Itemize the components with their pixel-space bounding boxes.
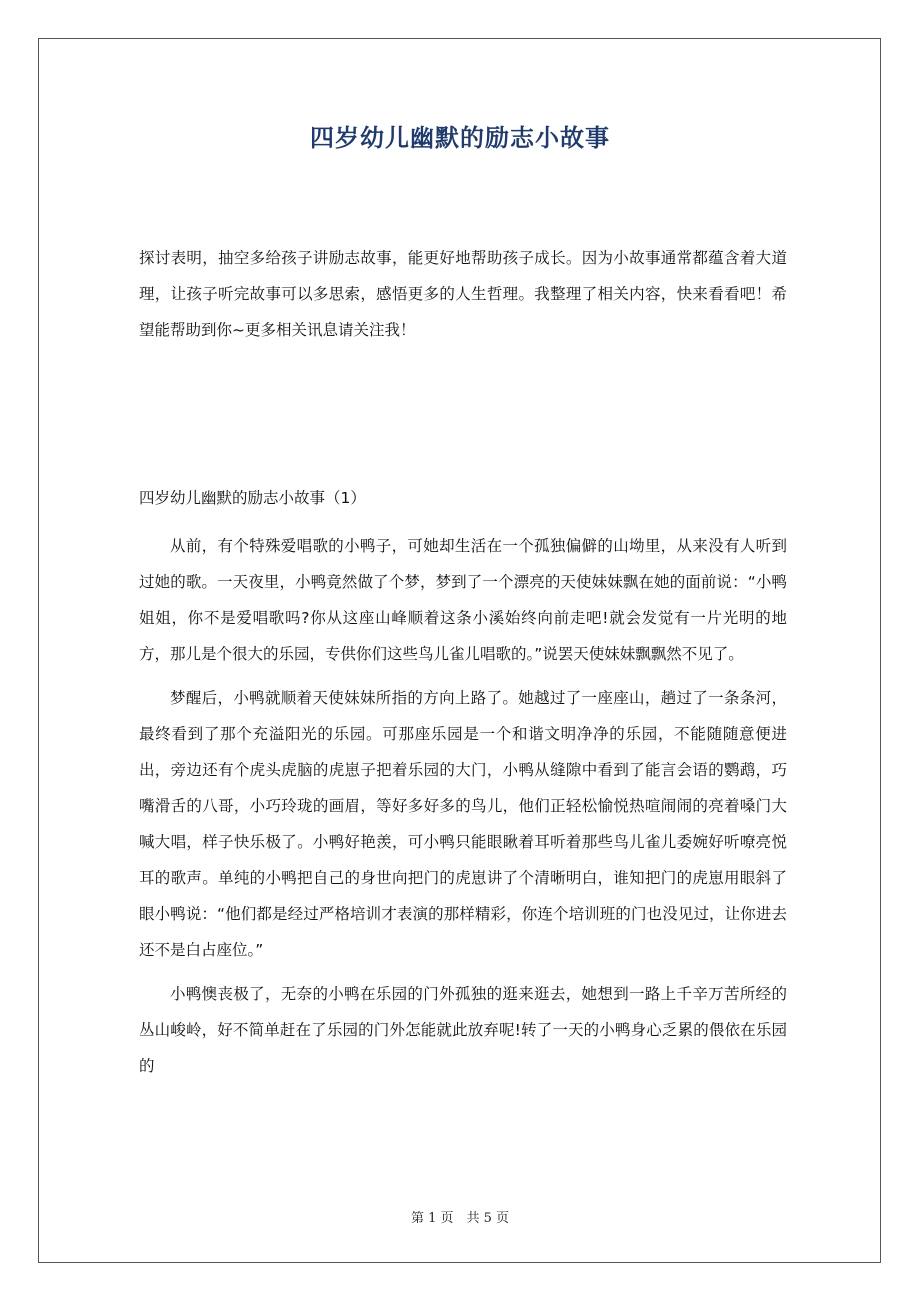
intro-paragraph: 探讨表明，抽空多给孩子讲励志故事，能更好地帮助孩子成长。因为小故事通常都蕴含着大道理，让孩子听完故事可以多思索，感悟更多的人生哲理。我整理了相关内容，快来看看吧！希望能帮助到你~更多相关讯息请关注我！ <box>139 249 787 339</box>
story-body <box>139 528 787 1092</box>
story-paragraph: 从前，有个特殊爱唱歌的小鸭子，可她却生活在一个孤独偏僻的山坳里，从来没有人听到过她的歌。一天夜里，小鸭竟然做了个梦，梦到了一个漂亮的天使妹妹飘在她的面前说：“小鸭姐姐，你不是爱唱歌吗?你从这座山峰顺着这条小溪始终向前走吧!就会发觉有一片光明的地方，那儿是个很大的乐园，专供你们这些鸟儿雀儿唱歌的。”说罢天使妹妹飘飘然不见了。 <box>139 537 787 663</box>
document-title: 四岁幼儿幽默的励志小故事 <box>310 124 610 152</box>
page-footer: 第 1 页 共 5 页 <box>410 1211 510 1226</box>
story-paragraph: 梦醒后，小鸭就顺着天使妹妹所指的方向上路了。她越过了一座座山，趟过了一条条河，最终看到了那个充溢阳光的乐园。可那座乐园是一个和谐文明净净的乐园，不能随随意便进出，旁边还有个虎头虎脑的虎崽子把着乐园的大门，小鸭从缝隙中看到了能言会语的鹦鹉，巧嘴滑舌的八哥，小巧玲珑的画眉，等好多好多的鸟儿，他们正轻松愉悦热喧闹闹的亮着嗓门大喊大唱，样子快乐极了。小鸭好艳羡，可小鸭只能眼瞅着耳听着那些鸟儿雀儿委婉好听嘹亮悦耳的歌声。单纯的小鸭把自己的身世向把门的虎崽讲了个清晰明白，谁知把门的虎崽用眼斜了眼小鸭说：“他们都是经过严格培训才表演的那样精彩，你连个培训班的门也没见过，让你进去还不是白占座位。” <box>139 689 787 959</box>
section-title: 四岁幼儿幽默的励志小故事（1） <box>139 489 366 507</box>
story-paragraph: 小鸭懊丧极了，无奈的小鸭在乐园的门外孤独的逛来逛去，她想到一路上千辛万苦所经的丛山峻岭，好不简单赶在了乐园的门外怎能就此放弃呢!转了一天的小鸭身心乏累的偎依在乐园的 <box>139 985 787 1075</box>
